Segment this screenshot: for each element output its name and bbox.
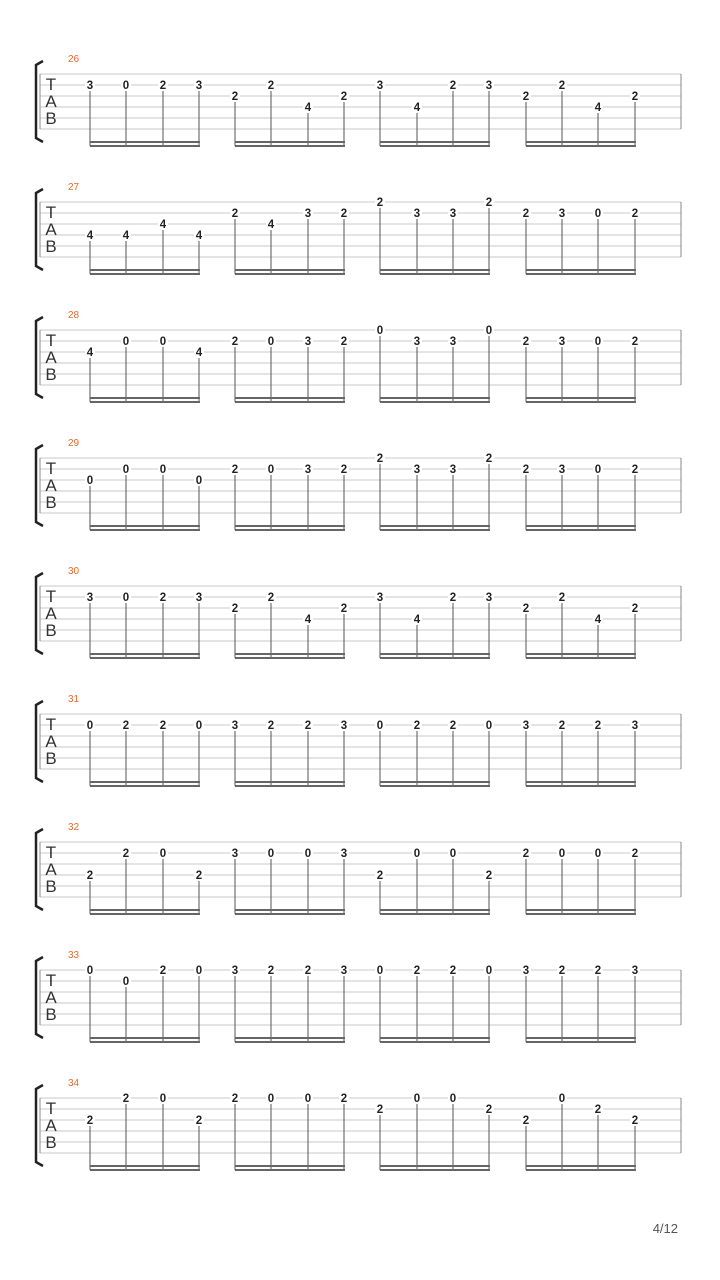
- fret-number: 2: [376, 870, 384, 882]
- fret-number: 2: [631, 1115, 639, 1127]
- beam-primary: [380, 781, 490, 783]
- fret-number: 2: [522, 336, 530, 348]
- fret-number: 4: [86, 230, 94, 242]
- tab-clef-t: T: [45, 459, 57, 478]
- beam-primary: [90, 653, 200, 655]
- fret-number: 3: [195, 80, 203, 92]
- beam-primary: [526, 141, 636, 143]
- fret-number: 3: [340, 720, 348, 732]
- fret-number: 2: [485, 453, 493, 465]
- fret-number: 3: [522, 965, 530, 977]
- beam-primary: [526, 269, 636, 271]
- beam-primary: [90, 397, 200, 399]
- beam-primary: [526, 653, 636, 655]
- tab-clef-t: T: [45, 715, 57, 734]
- fret-number: 2: [231, 91, 239, 103]
- fret-number: 4: [594, 614, 602, 626]
- fret-number: 2: [267, 720, 275, 732]
- beam-primary: [380, 269, 490, 271]
- beam-secondary: [526, 401, 636, 403]
- tab-clef-a: A: [45, 220, 57, 240]
- fret-number: 0: [86, 475, 94, 487]
- fret-number: 2: [558, 80, 566, 92]
- beam-secondary: [90, 785, 200, 787]
- fret-number: 0: [304, 1093, 312, 1105]
- beam-primary: [235, 653, 345, 655]
- fret-number: 2: [159, 80, 167, 92]
- fret-number: 2: [86, 870, 94, 882]
- fret-number: 2: [231, 603, 239, 615]
- fret-number: 2: [449, 592, 457, 604]
- beam-primary: [235, 525, 345, 527]
- beam-primary: [90, 141, 200, 143]
- tab-clef-a: A: [45, 1116, 57, 1136]
- fret-number: 3: [340, 965, 348, 977]
- beam-primary: [526, 781, 636, 783]
- fret-number: 0: [159, 336, 167, 348]
- measure-number: 30: [68, 566, 80, 577]
- beam-secondary: [90, 145, 200, 147]
- beam-primary: [380, 1037, 490, 1039]
- fret-number: 2: [195, 1115, 203, 1127]
- fret-number: 3: [485, 592, 493, 604]
- fret-number: 3: [231, 848, 239, 860]
- beam-secondary: [90, 273, 200, 275]
- fret-number: 2: [522, 1115, 530, 1127]
- tab-clef-t: T: [45, 843, 57, 862]
- fret-number: 0: [159, 464, 167, 476]
- fret-number: 3: [376, 592, 384, 604]
- fret-number: 2: [376, 197, 384, 209]
- fret-number: 4: [122, 230, 130, 242]
- beam-secondary: [235, 1169, 345, 1171]
- fret-number: 2: [631, 603, 639, 615]
- fret-number: 4: [413, 614, 421, 626]
- beam-primary: [235, 141, 345, 143]
- fret-number: 4: [267, 219, 275, 231]
- beam-primary: [380, 909, 490, 911]
- beam-secondary: [380, 785, 490, 787]
- fret-number: 0: [304, 848, 312, 860]
- fret-number: 0: [159, 1093, 167, 1105]
- beam-primary: [526, 909, 636, 911]
- tab-clef-b: B: [45, 621, 57, 641]
- beam-secondary: [380, 273, 490, 275]
- fret-number: 4: [195, 347, 203, 359]
- beam-secondary: [235, 913, 345, 915]
- page-number: 4/12: [652, 1221, 678, 1236]
- fret-number: 0: [195, 720, 203, 732]
- fret-number: 2: [122, 1093, 130, 1105]
- beam-secondary: [235, 145, 345, 147]
- fret-number: 2: [231, 464, 239, 476]
- beam-primary: [235, 269, 345, 271]
- measure-number: 28: [68, 310, 80, 321]
- beam-primary: [90, 269, 200, 271]
- fret-number: 0: [267, 336, 275, 348]
- tab-clef-t: T: [45, 587, 57, 606]
- fret-number: 2: [522, 848, 530, 860]
- fret-number: 2: [340, 336, 348, 348]
- fret-number: 2: [631, 91, 639, 103]
- beam-secondary: [90, 913, 200, 915]
- fret-number: 0: [86, 720, 94, 732]
- fret-number: 2: [449, 965, 457, 977]
- fret-number: 3: [340, 848, 348, 860]
- tab-clef-a: A: [45, 860, 57, 880]
- tab-clef-t: T: [45, 203, 57, 222]
- fret-number: 3: [231, 965, 239, 977]
- fret-number: 2: [485, 1104, 493, 1116]
- fret-number: 3: [449, 208, 457, 220]
- fret-number: 3: [86, 80, 94, 92]
- tab-clef-b: B: [45, 1005, 57, 1025]
- fret-number: 3: [485, 80, 493, 92]
- fret-number: 2: [340, 1093, 348, 1105]
- fret-number: 2: [376, 1104, 384, 1116]
- fret-number: 3: [449, 336, 457, 348]
- fret-number: 2: [558, 592, 566, 604]
- tab-clef-t: T: [45, 1099, 57, 1118]
- beam-primary: [90, 1165, 200, 1167]
- beam-primary: [380, 397, 490, 399]
- fret-number: 2: [340, 208, 348, 220]
- fret-number: 0: [485, 325, 493, 337]
- fret-number: 2: [231, 208, 239, 220]
- tab-clef-b: B: [45, 749, 57, 769]
- fret-number: 2: [631, 464, 639, 476]
- fret-number: 0: [267, 848, 275, 860]
- fret-number: 2: [413, 720, 421, 732]
- fret-number: 0: [195, 965, 203, 977]
- beam-primary: [526, 397, 636, 399]
- fret-number: 3: [86, 592, 94, 604]
- fret-number: 3: [413, 464, 421, 476]
- fret-number: 4: [304, 614, 312, 626]
- measure-number: 27: [68, 182, 80, 193]
- fret-number: 3: [376, 80, 384, 92]
- beam-secondary: [380, 913, 490, 915]
- fret-number: 0: [122, 976, 130, 988]
- fret-number: 3: [413, 208, 421, 220]
- fret-number: 2: [195, 870, 203, 882]
- fret-number: 3: [449, 464, 457, 476]
- beam-primary: [235, 909, 345, 911]
- beam-secondary: [235, 273, 345, 275]
- beam-primary: [380, 141, 490, 143]
- fret-number: 2: [449, 80, 457, 92]
- fret-number: 2: [449, 720, 457, 732]
- fret-number: 0: [594, 848, 602, 860]
- fret-number: 0: [449, 1093, 457, 1105]
- fret-number: 0: [122, 592, 130, 604]
- fret-number: 3: [413, 336, 421, 348]
- fret-number: 2: [304, 965, 312, 977]
- tab-clef-b: B: [45, 237, 57, 257]
- fret-number: 0: [558, 848, 566, 860]
- fret-number: 4: [594, 102, 602, 114]
- beam-secondary: [526, 273, 636, 275]
- fret-number: 0: [195, 475, 203, 487]
- fret-number: 3: [304, 464, 312, 476]
- fret-number: 2: [485, 870, 493, 882]
- fret-number: 4: [413, 102, 421, 114]
- beam-primary: [90, 781, 200, 783]
- fret-number: 2: [631, 336, 639, 348]
- fret-number: 0: [267, 1093, 275, 1105]
- fret-number: 2: [522, 603, 530, 615]
- measure-number: 29: [68, 438, 80, 449]
- fret-number: 2: [159, 965, 167, 977]
- beam-secondary: [526, 657, 636, 659]
- tab-clef-a: A: [45, 348, 57, 368]
- beam-secondary: [235, 529, 345, 531]
- fret-number: 2: [267, 592, 275, 604]
- fret-number: 2: [122, 848, 130, 860]
- measure-number: 31: [68, 694, 80, 705]
- tab-clef-b: B: [45, 493, 57, 513]
- fret-number: 3: [558, 208, 566, 220]
- beam-secondary: [526, 785, 636, 787]
- tab-clef-a: A: [45, 604, 57, 624]
- beam-secondary: [380, 657, 490, 659]
- tab-clef-a: A: [45, 476, 57, 496]
- tab-clef-a: A: [45, 732, 57, 752]
- fret-number: 0: [267, 464, 275, 476]
- fret-number: 3: [558, 336, 566, 348]
- beam-primary: [90, 525, 200, 527]
- fret-number: 2: [594, 720, 602, 732]
- fret-number: 2: [231, 336, 239, 348]
- beam-secondary: [526, 145, 636, 147]
- fret-number: 0: [122, 464, 130, 476]
- fret-number: 4: [304, 102, 312, 114]
- beam-primary: [526, 1165, 636, 1167]
- tab-clef-t: T: [45, 331, 57, 350]
- fret-number: 2: [159, 720, 167, 732]
- beam-secondary: [235, 785, 345, 787]
- fret-number: 2: [558, 720, 566, 732]
- fret-number: 2: [340, 91, 348, 103]
- fret-number: 3: [304, 208, 312, 220]
- beam-secondary: [235, 657, 345, 659]
- beam-secondary: [90, 1169, 200, 1171]
- fret-number: 0: [594, 336, 602, 348]
- fret-number: 3: [195, 592, 203, 604]
- beam-primary: [380, 653, 490, 655]
- fret-number: 0: [376, 720, 384, 732]
- beam-primary: [380, 525, 490, 527]
- fret-number: 2: [594, 965, 602, 977]
- tab-clef-a: A: [45, 988, 57, 1008]
- fret-number: 3: [231, 720, 239, 732]
- beam-secondary: [526, 1041, 636, 1043]
- fret-number: 2: [86, 1115, 94, 1127]
- measure-number: 33: [68, 950, 80, 961]
- tab-clef-b: B: [45, 109, 57, 129]
- fret-number: 2: [122, 720, 130, 732]
- fret-number: 3: [522, 720, 530, 732]
- tab-clef-t: T: [45, 75, 57, 94]
- fret-number: 3: [558, 464, 566, 476]
- fret-number: 2: [558, 965, 566, 977]
- fret-number: 4: [86, 347, 94, 359]
- measure-number: 34: [68, 1078, 80, 1089]
- beam-secondary: [380, 401, 490, 403]
- beam-secondary: [380, 1169, 490, 1171]
- beam-primary: [90, 909, 200, 911]
- fret-number: 3: [631, 720, 639, 732]
- beam-primary: [526, 1037, 636, 1039]
- fret-number: 2: [413, 965, 421, 977]
- fret-number: 2: [522, 464, 530, 476]
- fret-number: 0: [376, 965, 384, 977]
- fret-number: 4: [195, 230, 203, 242]
- measure-number: 32: [68, 822, 80, 833]
- beam-secondary: [380, 145, 490, 147]
- fret-number: 2: [340, 603, 348, 615]
- beam-primary: [235, 1037, 345, 1039]
- fret-number: 0: [485, 965, 493, 977]
- beam-primary: [235, 1165, 345, 1167]
- fret-number: 2: [267, 965, 275, 977]
- beam-secondary: [90, 657, 200, 659]
- beam-secondary: [526, 1169, 636, 1171]
- tab-clef-b: B: [45, 1133, 57, 1153]
- tab-clef-b: B: [45, 365, 57, 385]
- fret-number: 0: [594, 464, 602, 476]
- fret-number: 2: [267, 80, 275, 92]
- fret-number: 2: [231, 1093, 239, 1105]
- beam-secondary: [90, 1041, 200, 1043]
- fret-number: 2: [340, 464, 348, 476]
- fret-number: 2: [522, 91, 530, 103]
- beam-primary: [235, 781, 345, 783]
- fret-number: 0: [122, 336, 130, 348]
- fret-number: 3: [304, 336, 312, 348]
- tab-clef-a: A: [45, 92, 57, 112]
- fret-number: 2: [485, 197, 493, 209]
- measure-number: 26: [68, 54, 80, 65]
- beam-secondary: [90, 529, 200, 531]
- beam-primary: [235, 397, 345, 399]
- beam-secondary: [380, 529, 490, 531]
- beam-primary: [90, 1037, 200, 1039]
- beam-secondary: [526, 913, 636, 915]
- fret-number: 4: [159, 219, 167, 231]
- fret-number: 2: [304, 720, 312, 732]
- beam-secondary: [90, 401, 200, 403]
- fret-number: 2: [631, 208, 639, 220]
- fret-number: 2: [159, 592, 167, 604]
- fret-number: 0: [485, 720, 493, 732]
- fret-number: 0: [413, 848, 421, 860]
- fret-number: 0: [122, 80, 130, 92]
- fret-number: 2: [522, 208, 530, 220]
- beam-secondary: [235, 1041, 345, 1043]
- fret-number: 0: [159, 848, 167, 860]
- fret-number: 0: [594, 208, 602, 220]
- fret-number: 0: [376, 325, 384, 337]
- beam-primary: [526, 525, 636, 527]
- fret-number: 3: [631, 965, 639, 977]
- fret-number: 0: [558, 1093, 566, 1105]
- beam-primary: [380, 1165, 490, 1167]
- beam-secondary: [235, 401, 345, 403]
- tab-clef-b: B: [45, 877, 57, 897]
- fret-number: 0: [86, 965, 94, 977]
- fret-number: 0: [413, 1093, 421, 1105]
- fret-number: 2: [376, 453, 384, 465]
- beam-secondary: [526, 529, 636, 531]
- fret-number: 2: [594, 1104, 602, 1116]
- tab-clef-t: T: [45, 971, 57, 990]
- fret-number: 0: [449, 848, 457, 860]
- beam-secondary: [380, 1041, 490, 1043]
- fret-number: 2: [631, 848, 639, 860]
